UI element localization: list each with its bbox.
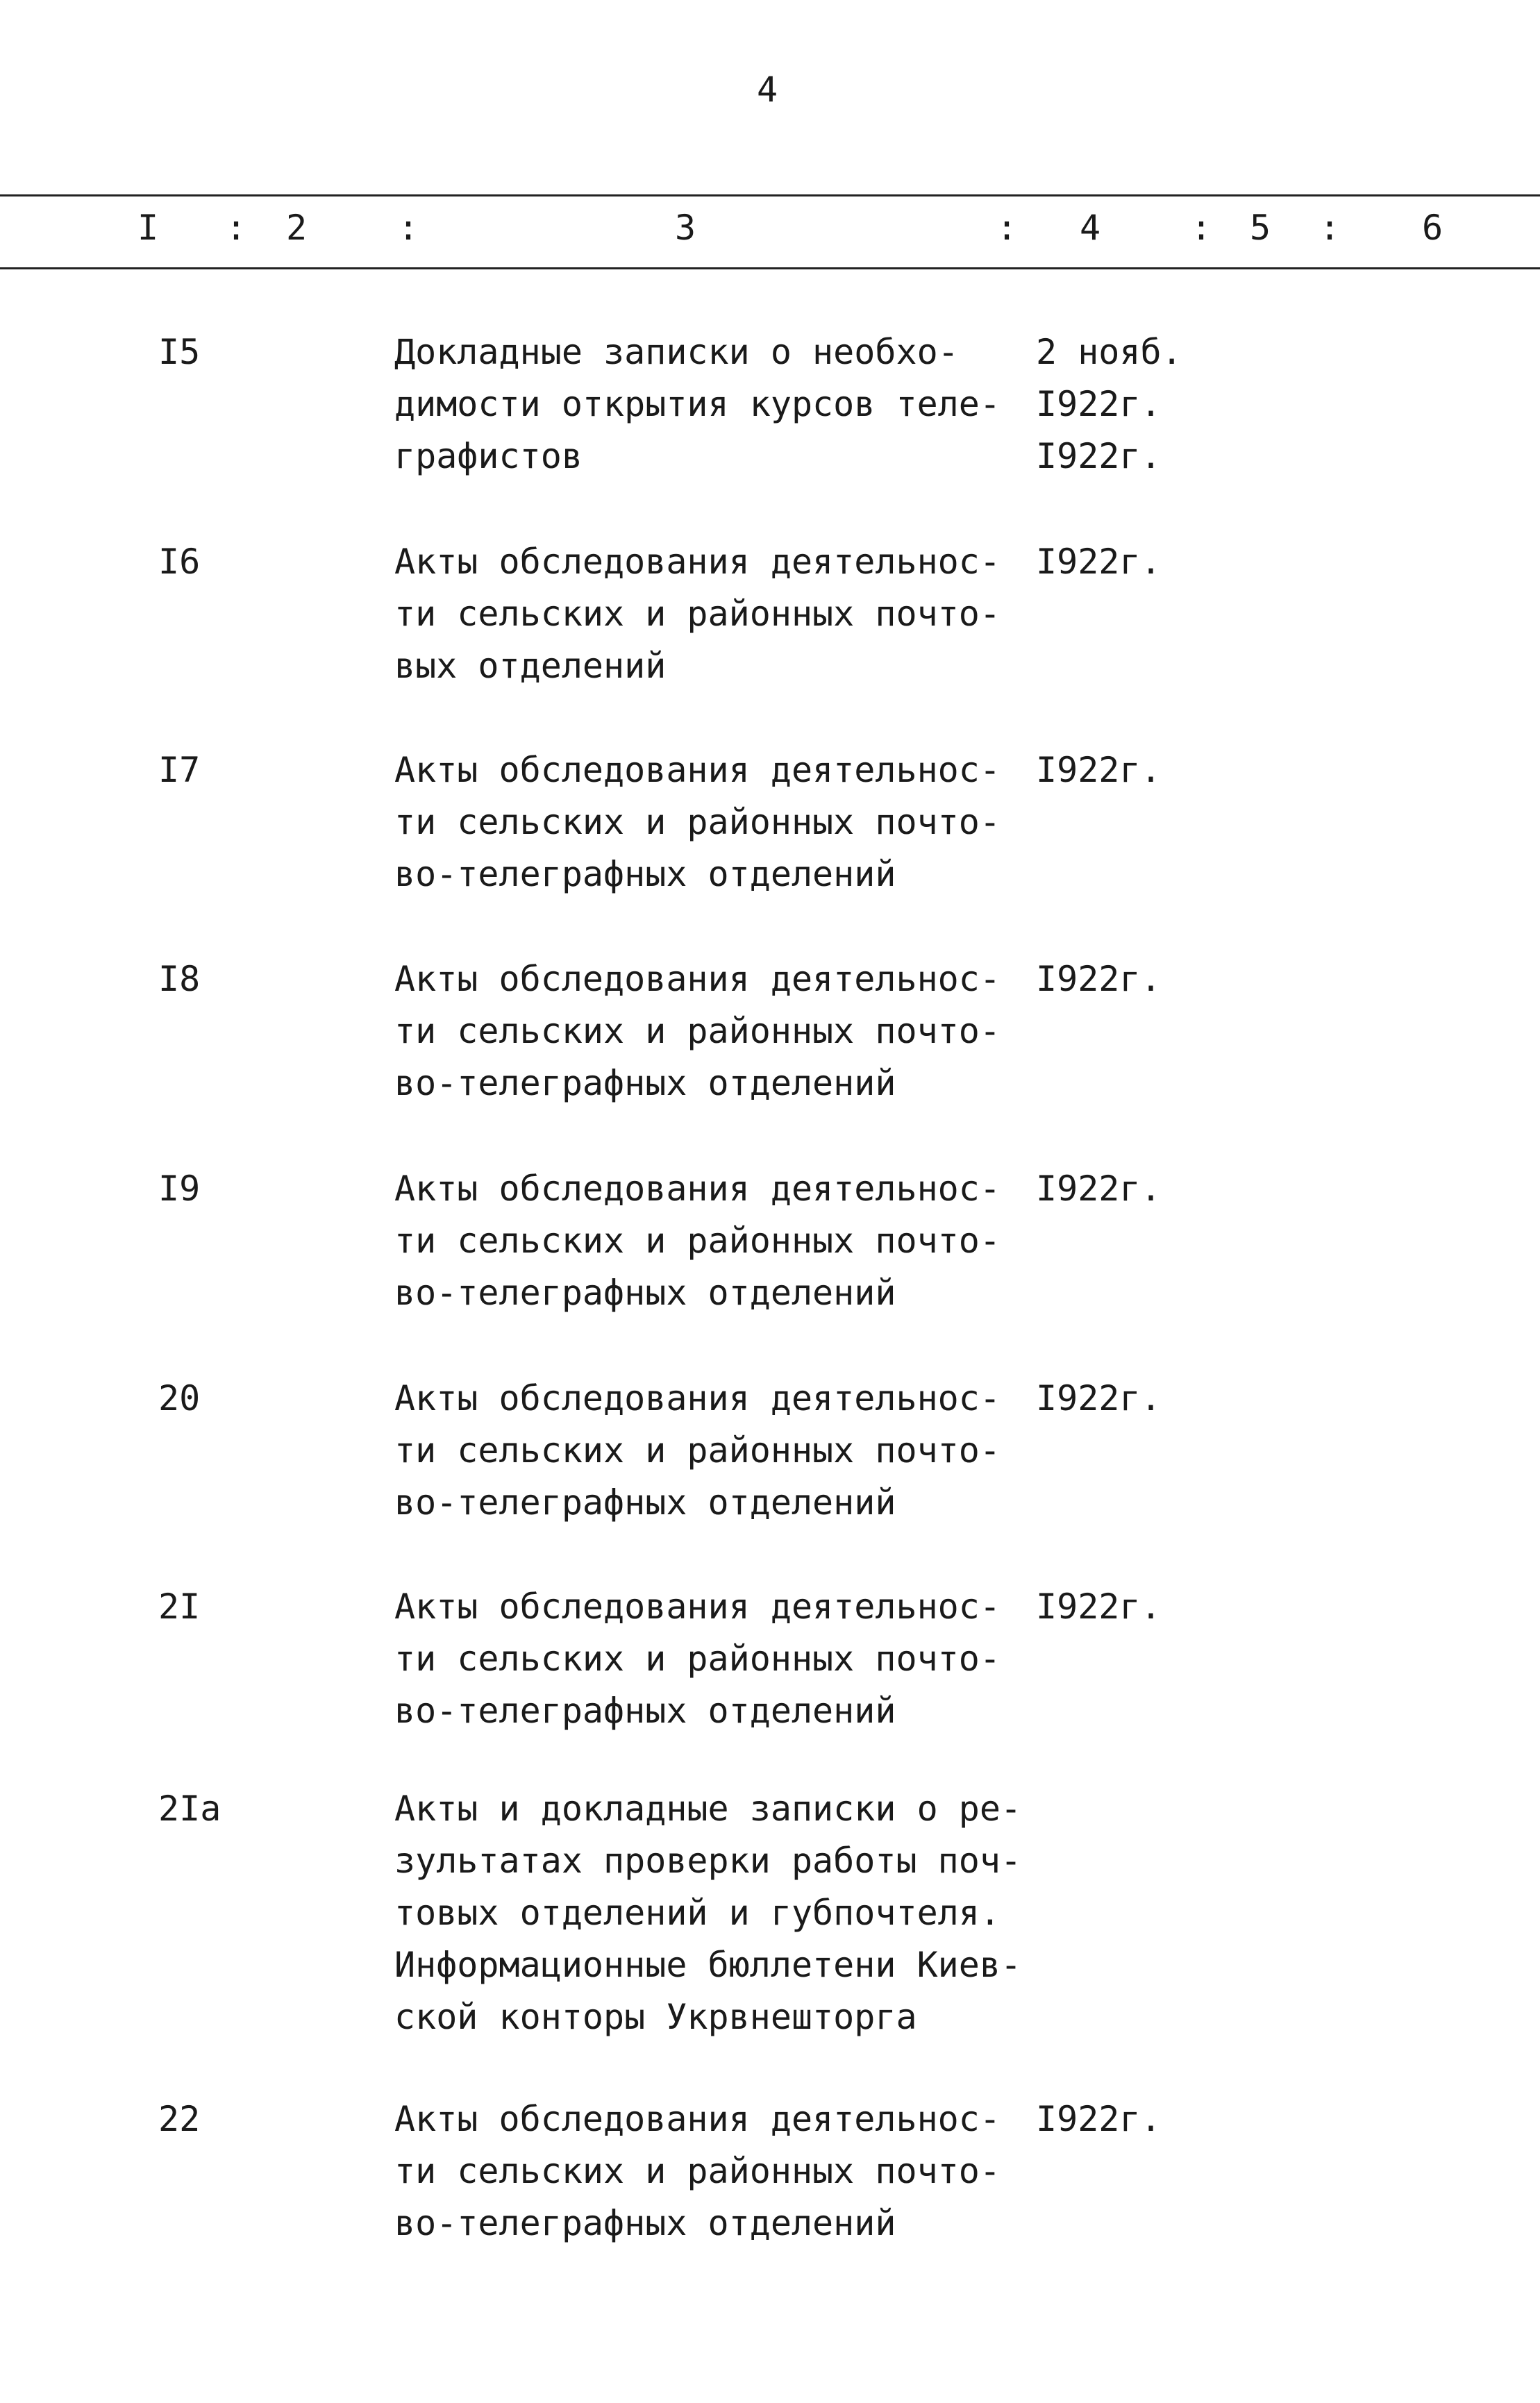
row-description [394, 1373, 1054, 1529]
table-header-top-rule [0, 194, 1540, 196]
row-description [394, 536, 1054, 692]
date-line: I922г. [1036, 1169, 1162, 1209]
description-line: Докладные записки о необхо- [394, 332, 959, 372]
row-description [394, 1163, 1054, 1319]
header-col-5: 5 [1250, 208, 1271, 248]
description-line: ти сельских и районных почто- [394, 1011, 1001, 1051]
date-line: I922г. [1036, 436, 1162, 476]
description-line: товых отделений и губпочтеля. [394, 1893, 1001, 1933]
description-line: ти сельских и районных почто- [394, 594, 1001, 634]
header-separator-4: : [1191, 208, 1212, 248]
header-col-4: 4 [1080, 208, 1101, 248]
row-description [394, 326, 1054, 483]
row-number: I5 [158, 332, 201, 372]
description-line: ти сельских и районных почто- [394, 802, 1001, 842]
description-line: Акты обследования деятельнос- [394, 959, 1001, 999]
row-description [394, 1783, 1054, 2043]
description-line: во-телеграфных отделений [394, 1273, 896, 1313]
description-line: ти сельских и районных почто- [394, 1430, 1001, 1471]
row-number: I9 [158, 1169, 201, 1209]
description-line: ти сельских и районных почто- [394, 2151, 1001, 2191]
row-number: 20 [158, 1378, 201, 1418]
row-number: 2I [158, 1586, 201, 1627]
date-line: I922г. [1036, 384, 1162, 424]
header-separator-2: : [398, 208, 419, 248]
header-col-1: I [137, 208, 159, 248]
header-separator-3: : [996, 208, 1018, 248]
date-line: I922г. [1036, 959, 1162, 999]
description-line: во-телеграфных отделений [394, 1482, 896, 1523]
row-description [394, 953, 1054, 1110]
description-line: ти сельских и районных почто- [394, 1639, 1001, 1679]
row-number: I7 [158, 750, 201, 790]
description-line: Акты обследования деятельнос- [394, 1169, 1001, 1209]
description-line: во-телеграфных отделений [394, 1063, 896, 1103]
description-line: зультатах проверки работы поч- [394, 1841, 1022, 1881]
description-line: во-телеграфных отделений [394, 854, 896, 894]
row-number: 2Iа [158, 1789, 221, 1829]
description-line: Акты обследования деятельнос- [394, 2099, 1001, 2139]
description-line: димости открытия курсов теле- [394, 384, 1001, 424]
row-dates [1036, 1373, 1216, 1425]
date-line: I922г. [1036, 1586, 1162, 1627]
row-description [394, 1581, 1054, 1737]
row-description [394, 2093, 1054, 2250]
description-line: ти сельских и районных почто- [394, 1221, 1001, 1261]
row-dates [1036, 2093, 1216, 2145]
description-line: Акты обследования деятельнос- [394, 542, 1001, 582]
header-separator-1: : [226, 208, 247, 248]
header-col-6: 6 [1422, 208, 1443, 248]
row-dates [1036, 1163, 1216, 1215]
row-dates [1036, 1581, 1216, 1633]
description-line: ской конторы Укрвнешторга [394, 1997, 917, 2037]
row-number: I6 [158, 542, 201, 582]
description-line: вых отделений [394, 646, 667, 686]
description-line: Информационные бюллетени Киев- [394, 1945, 1022, 1985]
description-line: Акты и докладные записки о ре- [394, 1789, 1022, 1829]
description-line: Акты обследования деятельнос- [394, 1378, 1001, 1418]
description-line: Акты обследования деятельнос- [394, 1586, 1001, 1627]
date-line: I922г. [1036, 2099, 1162, 2139]
page-number: 4 [756, 69, 778, 110]
table-header-bottom-rule [0, 267, 1540, 269]
date-line: I922г. [1036, 542, 1162, 582]
row-description [394, 744, 1054, 901]
description-line: Акты обследования деятельнос- [394, 750, 1001, 790]
row-dates [1036, 744, 1216, 796]
row-dates [1036, 953, 1216, 1005]
date-line: I922г. [1036, 1378, 1162, 1418]
header-separator-5: : [1319, 208, 1341, 248]
header-col-2: 2 [286, 208, 308, 248]
header-col-3: 3 [675, 208, 696, 248]
date-line: 2 нояб. [1036, 332, 1182, 372]
row-number: I8 [158, 959, 201, 999]
row-number: 22 [158, 2099, 201, 2139]
date-line: I922г. [1036, 750, 1162, 790]
description-line: во-телеграфных отделений [394, 2203, 896, 2243]
row-dates [1036, 536, 1216, 588]
description-line: во-телеграфных отделений [394, 1691, 896, 1731]
description-line: графистов [394, 436, 583, 476]
row-dates [1036, 326, 1216, 483]
